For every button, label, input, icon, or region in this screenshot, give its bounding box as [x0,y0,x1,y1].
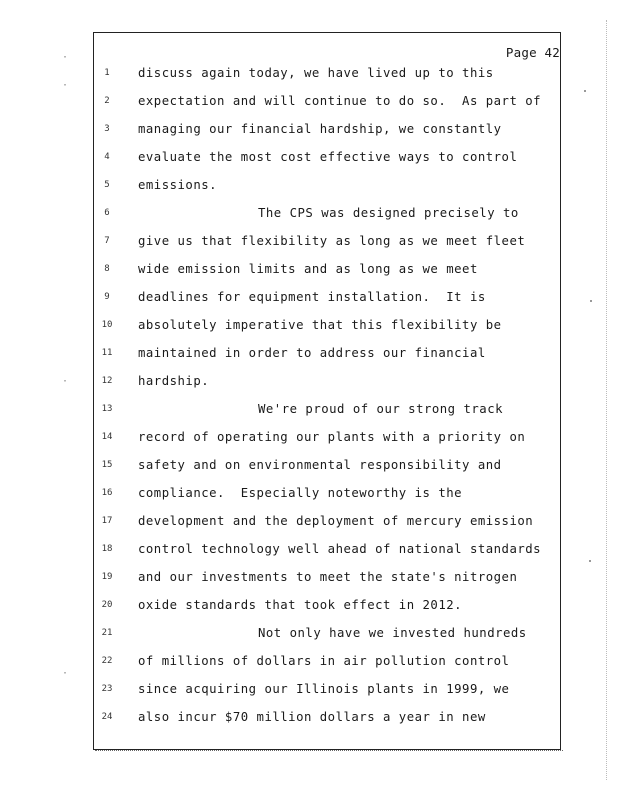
line-number: 19 [101,572,113,582]
line-number: 6 [104,208,110,218]
line-number: 8 [104,264,110,274]
transcript-line [0,206,618,226]
line-text: wide emission limits and as long as we meet [138,262,478,276]
margin-mark: · [62,80,69,91]
line-number: 5 [104,180,110,190]
transcript-line [0,402,618,422]
line-text: give us that flexibility as long as we meet fleet [138,234,526,248]
transcript-line [0,290,618,310]
transcript-line [0,346,618,366]
transcript-line [0,318,618,338]
line-text: maintained in order to address our financial [138,346,486,360]
margin-mark: · [62,668,69,679]
line-text: absolutely imperative that this flexibility be [138,318,502,332]
transcript-line [0,178,618,198]
transcript-line [0,122,618,142]
transcript-line [0,94,618,114]
line-number: 17 [101,516,113,526]
line-text: evaluate the most cost effective ways to control [138,150,518,164]
line-number: 2 [104,96,110,106]
line-number: 12 [101,376,113,386]
line-text: managing our financial hardship, we constantly [138,122,502,136]
line-number: 11 [101,348,113,358]
transcript-line [0,458,618,478]
line-text: development and the deployment of mercury emission [138,514,534,528]
transcript-line [0,542,618,562]
frame-bottom-edge [95,750,563,753]
line-number: 3 [104,124,110,134]
line-text: The CPS was designed precisely to [258,206,519,220]
line-text: deadlines for equipment installation. It is [138,290,486,304]
transcript-line [0,598,618,618]
transcript-line [0,710,618,730]
line-number: 24 [101,712,113,722]
line-number: 13 [101,404,113,414]
transcript-line [0,374,618,394]
transcript-line [0,262,618,282]
line-text: hardship. [138,374,210,388]
line-text: and our investments to meet the state's nitrogen [138,570,518,584]
margin-mark: · [62,376,69,387]
scan-speck [590,300,592,302]
line-text: of millions of dollars in air pollution control [138,654,510,668]
transcript-line [0,654,618,674]
line-number: 9 [104,292,110,302]
transcript-line [0,150,618,170]
line-number: 18 [101,544,113,554]
line-number: 7 [104,236,110,246]
scan-speck [589,560,591,562]
line-text: since acquiring our Illinois plants in 1999, we [138,682,510,696]
line-number: 1 [104,68,110,78]
line-number: 10 [101,320,113,330]
line-text: discuss again today, we have lived up to this [138,66,494,80]
line-number: 22 [101,656,113,666]
page-number: Page 42 [505,45,560,60]
scan-speck [584,90,586,92]
transcript-line [0,430,618,450]
line-number: 14 [101,432,113,442]
line-text: control technology well ahead of national standards [138,542,542,556]
line-number: 20 [101,600,113,610]
transcript-line [0,66,618,86]
line-text: Not only have we invested hundreds [258,626,527,640]
line-text: safety and on environmental responsibility and [138,458,502,472]
line-text: oxide standards that took effect in 2012. [138,598,463,612]
transcript-line [0,234,618,254]
transcript-line [0,626,618,646]
line-number: 4 [104,152,110,162]
line-text: emissions. [138,178,218,192]
margin-mark: · [62,52,69,63]
transcript-line [0,682,618,702]
transcript-line [0,486,618,506]
line-text: also incur $70 million dollars a year in new [138,710,486,724]
line-text: compliance. Especially noteworthy is the [138,486,463,500]
line-number: 15 [101,460,113,470]
line-text: record of operating our plants with a priority on [138,430,526,444]
line-number: 23 [101,684,113,694]
transcript-line [0,514,618,534]
line-text: We're proud of our strong track [258,402,504,416]
line-number: 16 [101,488,113,498]
line-text: expectation and will continue to do so. As part of [138,94,542,108]
transcript-line [0,570,618,590]
line-number: 21 [101,628,113,638]
